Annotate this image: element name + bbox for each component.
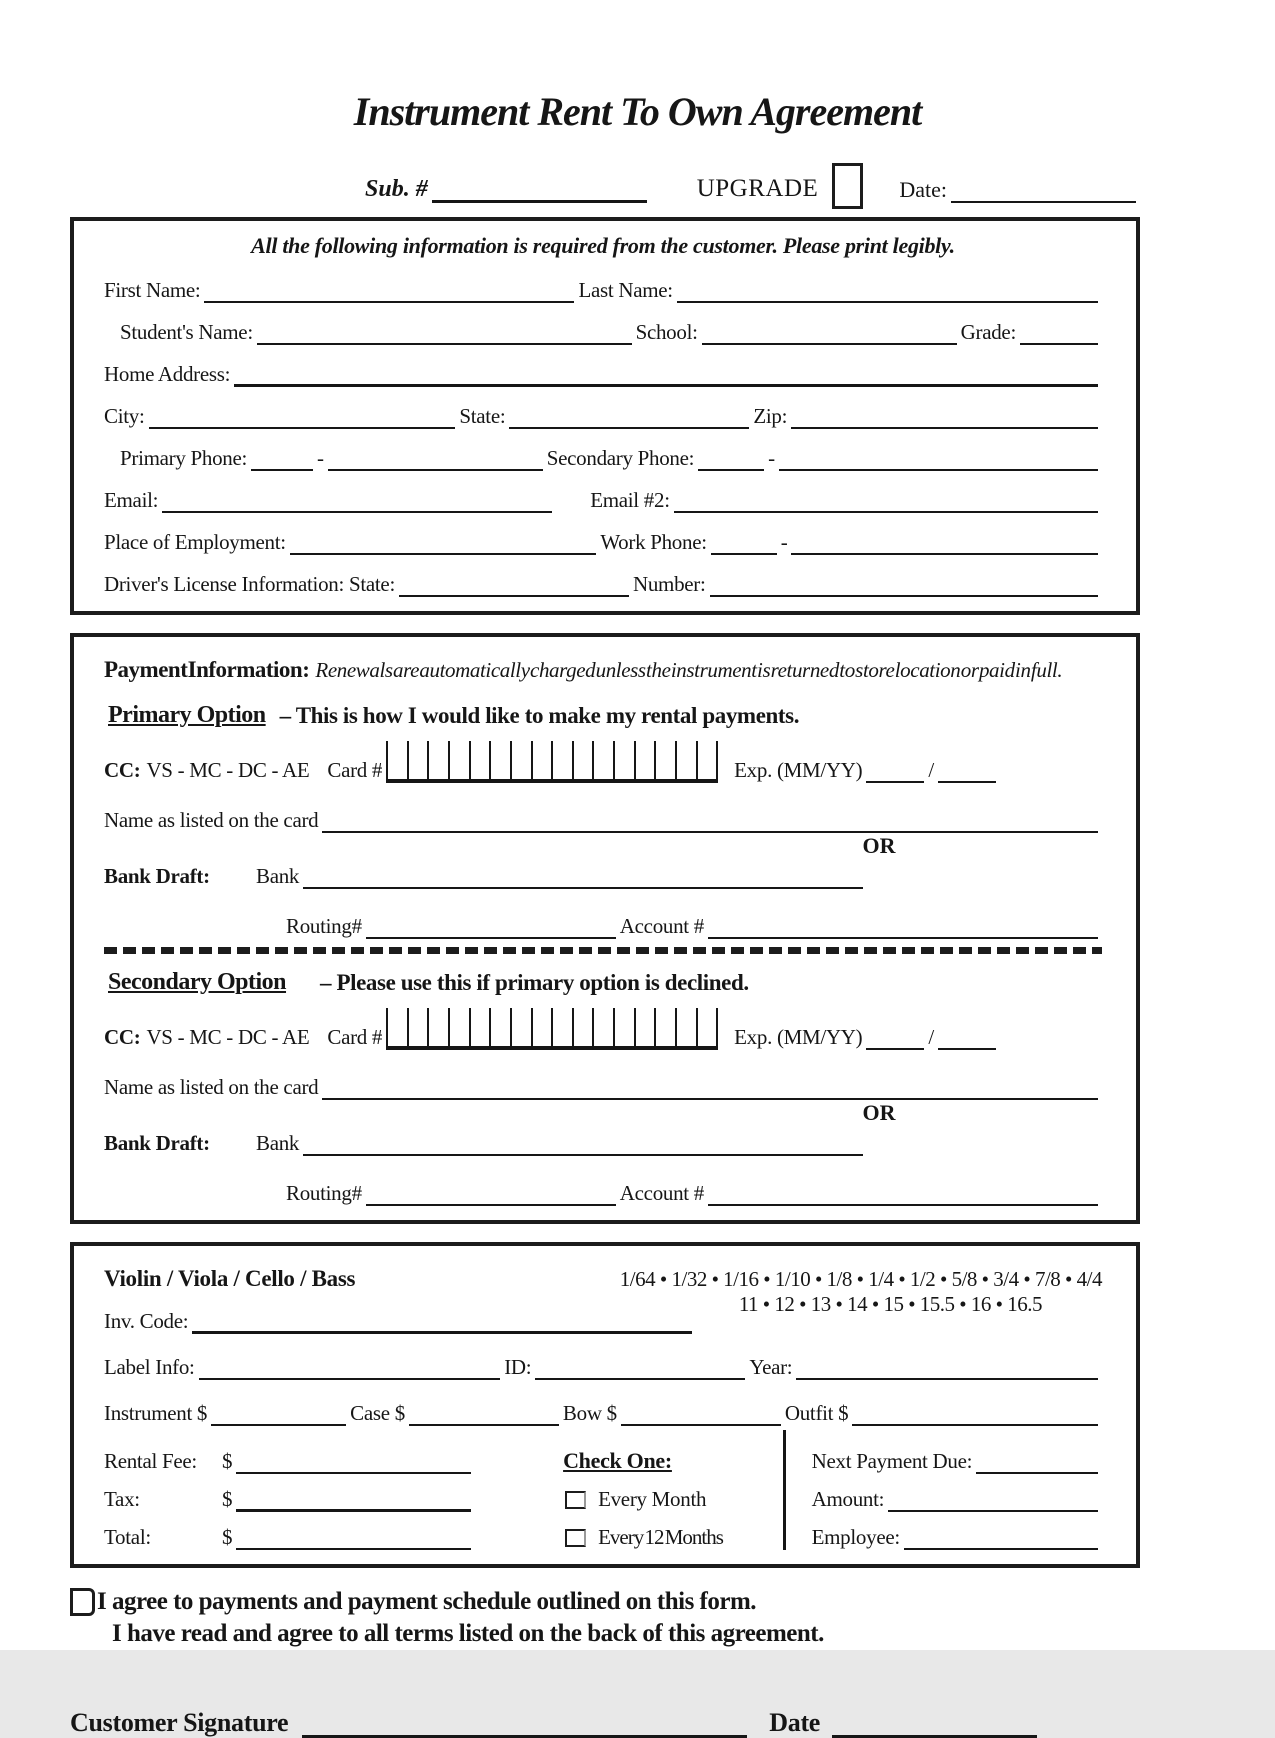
card-digit-cell[interactable]	[656, 1008, 677, 1046]
card-digit-cell[interactable]	[512, 741, 533, 779]
exp-label: Exp. (MM/YY)	[734, 1025, 863, 1049]
signature-date-label: Date	[769, 1708, 821, 1737]
primary-option-subtitle: – This is how I would like to make my rental payments.	[279, 703, 800, 728]
rental-fee-field[interactable]	[236, 1448, 471, 1474]
fees-column	[104, 1436, 563, 1550]
card-digit-cell[interactable]	[698, 741, 719, 779]
card-digit-cell[interactable]	[409, 741, 430, 779]
card-digit-cell[interactable]	[533, 741, 554, 779]
tax-row	[104, 1474, 563, 1512]
work-phone-field[interactable]	[791, 529, 1098, 555]
payment-info-section	[70, 633, 1140, 1224]
payment-heading: Payment Information:	[104, 657, 310, 682]
employment-field[interactable]	[290, 529, 597, 555]
primary-name-on-card-row	[104, 783, 1102, 833]
primary-phone-label: Primary Phone:	[120, 446, 248, 470]
dollar-sign: $	[222, 1449, 233, 1473]
work-phone-label: Work Phone:	[600, 530, 707, 554]
or-divider	[104, 833, 1102, 859]
name-on-card-label: Name as listed on the card	[104, 808, 319, 832]
date-field[interactable]	[951, 183, 1136, 203]
email-field[interactable]	[162, 487, 552, 513]
last-name-label: Last Name:	[578, 278, 673, 302]
year-label: Year:	[749, 1355, 793, 1379]
every-12-months-checkbox[interactable]	[565, 1529, 586, 1547]
card-digit-cell[interactable]	[388, 741, 409, 779]
employment-row	[104, 513, 1102, 555]
secondary-name-on-card-row	[104, 1050, 1102, 1100]
email2-label: Email #2:	[590, 488, 670, 512]
or-label: OR	[862, 833, 896, 858]
customer-info-section	[70, 217, 1140, 615]
account-field[interactable]	[708, 1180, 1098, 1206]
next-payment-due-label: Next Payment Due:	[811, 1449, 973, 1473]
work-phone-area-field[interactable]	[711, 529, 777, 555]
total-row	[104, 1512, 563, 1550]
school-field[interactable]	[702, 319, 957, 345]
name-on-card-field[interactable]	[322, 807, 1098, 833]
prices-row	[104, 1380, 1102, 1426]
card-digit-cell[interactable]	[471, 1008, 492, 1046]
total-field[interactable]	[236, 1524, 471, 1550]
every-12-months-label: Every 12 Months	[598, 1525, 723, 1549]
primary-phone-field[interactable]	[328, 445, 543, 471]
bank-draft-label: Bank Draft:	[104, 1131, 210, 1155]
payment-note: Renewals are automatically charged unless the instrument is returned to store location or paid in full.	[315, 658, 1063, 682]
card-digit-cell[interactable]	[594, 1008, 615, 1046]
fraction-sizes: 1/64 • 1/32 • 1/16 • 1/10 • 1/8 • 1/4 • 1/2 • 5/8 • 3/4 • 7/8 • 4/4	[619, 1267, 1102, 1291]
next-payment-due-field[interactable]	[976, 1448, 1098, 1474]
student-row	[104, 303, 1102, 345]
employee-label: Employee:	[811, 1525, 900, 1549]
total-label: Total:	[104, 1525, 151, 1549]
cc-networks: VS - MC - DC - AE	[146, 1025, 310, 1049]
card-digit-cell[interactable]	[429, 741, 450, 779]
instrument-type-row	[104, 1250, 1102, 1292]
routing-field[interactable]	[366, 913, 616, 939]
inv-code-label: Inv. Code:	[104, 1309, 189, 1333]
agreement-checkbox[interactable]	[70, 1588, 95, 1616]
card-digit-cell[interactable]	[491, 741, 512, 779]
payment-heading-row	[104, 649, 1102, 683]
fees-grid	[104, 1436, 1102, 1550]
agreement-line-1-text: I agree to payments and payment schedule outlined on this form.	[97, 1588, 757, 1615]
first-name-field[interactable]	[204, 277, 574, 303]
every-12-months-row	[563, 1512, 783, 1550]
check-one-label: Check One:	[563, 1448, 672, 1473]
routing-field[interactable]	[366, 1180, 616, 1206]
tax-field[interactable]	[236, 1485, 471, 1512]
grade-label: Grade:	[960, 320, 1016, 344]
instrument-types: Violin / Viola / Cello / Bass	[104, 1266, 356, 1291]
dash: -	[780, 530, 788, 554]
cc-label: CC:	[104, 1025, 141, 1049]
amount-field[interactable]	[888, 1486, 1098, 1512]
card-digit-cell[interactable]	[594, 741, 615, 779]
sub-number-field[interactable]	[432, 182, 647, 203]
employment-label: Place of Employment:	[104, 530, 286, 554]
exp-month-field[interactable]	[866, 1024, 924, 1050]
card-digit-cell[interactable]	[450, 1008, 471, 1046]
instrument-price-field[interactable]	[211, 1400, 346, 1426]
agreement-line-2	[70, 1618, 1205, 1650]
name-on-card-label: Name as listed on the card	[104, 1075, 319, 1099]
secondary-phone-area-field[interactable]	[698, 445, 764, 471]
exp-slash: /	[928, 758, 934, 782]
cc-label: CC:	[104, 758, 141, 782]
license-row	[104, 555, 1102, 597]
card-number-boxes[interactable]	[386, 741, 718, 783]
card-number-boxes[interactable]	[386, 1008, 718, 1050]
agreement-line-1	[70, 1586, 1205, 1618]
cc-networks: VS - MC - DC - AE	[146, 758, 310, 782]
rental-fee-row	[104, 1436, 563, 1474]
employee-row	[812, 1512, 1102, 1550]
page-title: Instrument Rent To Own Agreement	[353, 89, 922, 134]
amount-row	[812, 1474, 1102, 1512]
home-address-field[interactable]	[234, 360, 1098, 387]
card-digit-cell[interactable]	[388, 1008, 409, 1046]
primary-phone-area-field[interactable]	[251, 445, 313, 471]
state-field[interactable]	[509, 403, 749, 429]
inv-code-field[interactable]	[192, 1307, 692, 1334]
card-digit-cell[interactable]	[636, 741, 657, 779]
next-payment-row	[812, 1436, 1102, 1474]
exp-slash: /	[928, 1025, 934, 1049]
primary-bank-row	[104, 859, 1102, 889]
id-label: ID:	[504, 1355, 532, 1379]
license-state-field[interactable]	[399, 571, 629, 597]
payment-due-column	[783, 1430, 1102, 1550]
card-digit-cell[interactable]	[677, 1008, 698, 1046]
check-one-row	[563, 1436, 783, 1474]
inv-code-row	[104, 1292, 1102, 1334]
dash: -	[768, 446, 775, 470]
primary-routing-row	[104, 889, 1102, 939]
primary-cc-row	[104, 729, 1102, 783]
email-label: Email:	[104, 488, 159, 512]
city-field[interactable]	[149, 403, 456, 429]
tax-label: Tax:	[104, 1487, 140, 1511]
card-digit-cell[interactable]	[574, 1008, 595, 1046]
license-number-label: Number:	[632, 572, 706, 596]
card-digit-cell[interactable]	[533, 1008, 554, 1046]
customer-signature-field[interactable]	[302, 1705, 747, 1738]
card-digit-cell[interactable]	[615, 1008, 636, 1046]
inch-sizes: 11 • 12 • 13 • 14 • 15 • 15.5 • 16 • 16.5	[738, 1292, 1042, 1316]
secondary-option-title: Secondary Option	[108, 969, 287, 995]
secondary-option-row	[104, 956, 1102, 996]
case-price-label: Case $	[350, 1401, 405, 1425]
card-digit-cell[interactable]	[450, 741, 471, 779]
phone-row	[104, 429, 1102, 471]
card-digit-cell[interactable]	[656, 741, 677, 779]
secondary-cc-row	[104, 996, 1102, 1050]
card-digit-cell[interactable]	[471, 741, 492, 779]
every-month-label: Every Month	[598, 1487, 707, 1511]
dash: -	[317, 446, 324, 470]
bank-draft-label: Bank Draft:	[104, 864, 210, 888]
card-digit-cell[interactable]	[491, 1008, 512, 1046]
card-digit-cell[interactable]	[553, 1008, 574, 1046]
instrument-section	[70, 1242, 1140, 1568]
account-field[interactable]	[708, 913, 1098, 939]
routing-label: Routing#	[286, 914, 362, 938]
card-number-label: Card #	[327, 758, 383, 782]
label-info-row	[104, 1334, 1102, 1380]
bank-label: Bank	[256, 864, 300, 888]
card-digit-cell[interactable]	[636, 1008, 657, 1046]
city-state-zip-row	[104, 387, 1102, 429]
employee-field[interactable]	[904, 1524, 1098, 1550]
amount-label: Amount:	[811, 1487, 885, 1511]
email2-field[interactable]	[674, 487, 1098, 513]
bank-name-field[interactable]	[303, 863, 863, 889]
primary-option-title: Primary Option	[108, 702, 266, 728]
card-number-label: Card #	[327, 1025, 383, 1049]
card-digit-cell[interactable]	[553, 741, 574, 779]
card-digit-cell[interactable]	[429, 1008, 450, 1046]
outfit-price-label: Outfit $	[784, 1401, 849, 1425]
exp-month-field[interactable]	[866, 757, 924, 783]
card-digit-cell[interactable]	[512, 1008, 533, 1046]
student-name-field[interactable]	[257, 319, 632, 345]
account-label: Account #	[619, 1181, 704, 1205]
exp-year-field[interactable]	[938, 1024, 996, 1050]
agreement-text	[70, 1586, 1205, 1650]
secondary-option-subtitle: – Please use this if primary option is declined.	[320, 970, 749, 995]
upgrade-label: UPGRADE	[696, 175, 819, 202]
bank-label: Bank	[256, 1131, 300, 1155]
home-address-label: Home Address:	[104, 362, 231, 386]
label-info-label: Label Info:	[104, 1355, 195, 1379]
exp-label: Exp. (MM/YY)	[734, 758, 863, 782]
rental-fee-label: Rental Fee:	[104, 1449, 197, 1473]
zip-field[interactable]	[791, 403, 1098, 429]
name-row	[104, 261, 1102, 303]
dollar-sign: $	[222, 1525, 233, 1549]
check-one-column	[563, 1436, 783, 1550]
dollar-sign: $	[222, 1487, 233, 1511]
card-digit-cell[interactable]	[409, 1008, 430, 1046]
card-digit-cell[interactable]	[698, 1008, 719, 1046]
card-digit-cell[interactable]	[615, 741, 636, 779]
instrument-price-label: Instrument $	[104, 1401, 208, 1425]
city-label: City:	[104, 404, 145, 428]
every-month-row	[563, 1474, 783, 1512]
card-digit-cell[interactable]	[574, 741, 595, 779]
secondary-phone-label: Secondary Phone:	[546, 446, 695, 470]
agreement-line-2-text: I have read and agree to all terms listed on the back of this agreement.	[112, 1620, 824, 1647]
customer-signature-label: Customer Signature	[70, 1708, 289, 1737]
card-digit-cell[interactable]	[677, 741, 698, 779]
license-label: Driver's License Information: State:	[104, 572, 395, 596]
case-price-field[interactable]	[409, 1400, 559, 1426]
bow-price-field[interactable]	[621, 1400, 781, 1426]
primary-option-row	[104, 683, 1102, 729]
customer-instructions: All the following information is required from the customer. Please print legibly.	[251, 233, 955, 258]
bank-name-field[interactable]	[303, 1130, 863, 1156]
grade-field[interactable]	[1020, 319, 1098, 345]
bow-price-label: Bow $	[562, 1401, 617, 1425]
student-name-label: Student's Name:	[120, 320, 253, 344]
exp-year-field[interactable]	[938, 757, 996, 783]
signature-date-field[interactable]	[832, 1705, 1037, 1738]
date-label: Date:	[899, 177, 947, 202]
label-info-field[interactable]	[199, 1354, 501, 1380]
or-divider	[104, 1100, 1102, 1126]
topbar	[365, 161, 1140, 203]
every-month-checkbox[interactable]	[565, 1491, 586, 1509]
dashed-divider	[104, 947, 1102, 954]
secondary-routing-row	[104, 1156, 1102, 1206]
year-field[interactable]	[796, 1354, 1098, 1380]
account-label: Account #	[619, 914, 704, 938]
first-name-label: First Name:	[104, 278, 201, 302]
routing-label: Routing#	[286, 1181, 362, 1205]
upgrade-checkbox[interactable]	[832, 163, 863, 209]
secondary-bank-row	[104, 1126, 1102, 1156]
license-number-field[interactable]	[710, 571, 1098, 597]
last-name-field[interactable]	[677, 277, 1098, 303]
address-row	[104, 345, 1102, 387]
signature-row	[70, 1694, 1140, 1738]
zip-label: Zip:	[753, 404, 788, 428]
sub-number-label: Sub. #	[365, 176, 428, 202]
state-label: State:	[459, 404, 506, 428]
or-label: OR	[862, 1100, 896, 1125]
school-label: School:	[635, 320, 698, 344]
name-on-card-field[interactable]	[322, 1074, 1098, 1100]
id-field[interactable]	[535, 1354, 745, 1380]
secondary-phone-field[interactable]	[779, 445, 1098, 471]
email-row	[104, 471, 1102, 513]
outfit-price-field[interactable]	[852, 1400, 1098, 1426]
